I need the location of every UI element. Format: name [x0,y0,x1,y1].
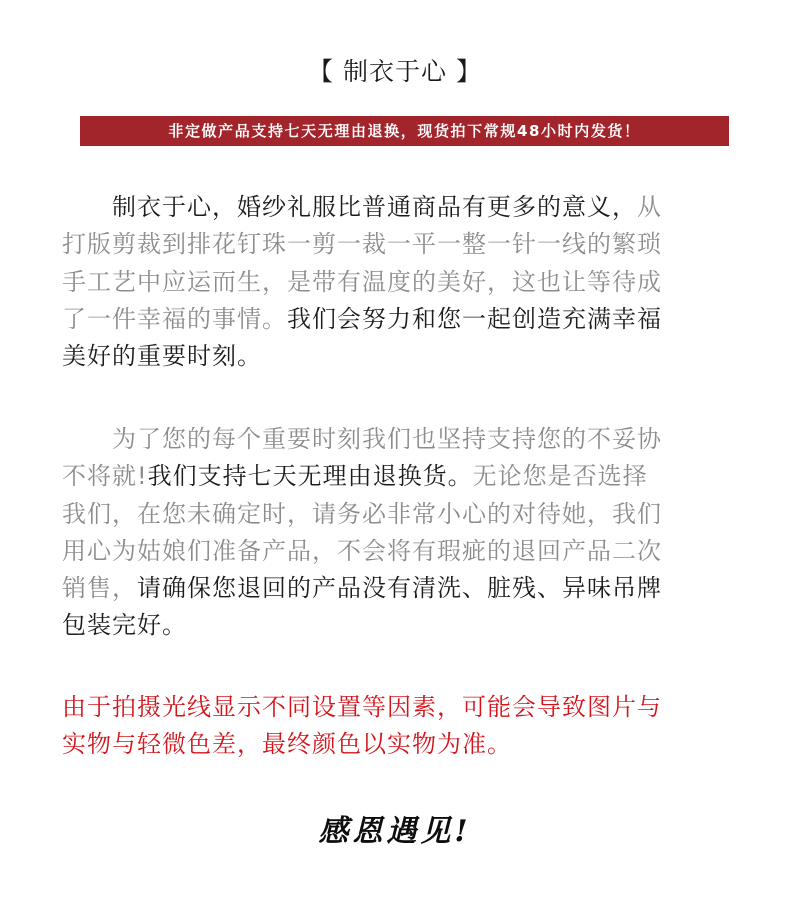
text-segment: 我们会努力和您一起创造充满幸福 [287,304,662,333]
text-segment: 了一件幸福的事情。 [62,304,287,333]
paragraph-line [62,301,722,338]
paragraph-line [62,496,722,533]
paragraph-line [62,533,722,570]
text-segment: 我们支持七天无理由退换货。 [147,462,473,491]
thank-you-signature: 感恩遇见! [318,814,472,849]
text-segment: 手工艺中应运而生，是带有温度的美好，这也让等待成 [62,267,662,296]
return-policy-paragraph [62,421,722,645]
color-disclaimer-paragraph [62,689,722,764]
paragraph-line [62,570,722,607]
paragraph-line [62,458,722,495]
text-segment: 制衣于心，婚纱礼服比普通商品有更多的意义， [112,193,637,221]
text-segment: 由于拍摄光线显示不同设置等因素，可能会导致图片与 [62,693,662,721]
paragraph-line [62,264,722,301]
paragraph-line [62,421,722,458]
page-title: 【 制衣于心 】 [308,57,482,86]
policy-banner: 非定做产品支持七天无理由退换，现货拍下常规48小时内发货！ [80,116,729,146]
text-segment: 用心为姑娘们准备产品，不会将有瑕疵的退回产品二次 [62,536,662,565]
text-segment: 包装完好。 [62,611,187,640]
text-segment: 美好的重要时刻。 [62,342,262,371]
text-segment: 无论您是否选择 [472,462,648,491]
paragraph-line [62,226,722,263]
paragraph-line [62,607,722,644]
text-segment: 我们，在您未确定时，请务必非常小心的对待她，我们 [62,499,662,528]
paragraph-line [62,689,722,726]
paragraph-line [62,338,722,375]
brand-paragraph [62,189,722,375]
text-segment: 为了您的每个重要时刻我们也坚持支持您的不妥协 [112,425,662,453]
text-segment: 请确保您退回的产品没有清洗、脏残、异味吊牌 [137,574,662,603]
text-segment: 打版剪裁到排花钉珠一剪一裁一平一整一针一线的繁琐 [62,230,662,259]
text-segment: 销售， [62,574,137,603]
text-segment: 从 [637,193,662,221]
text-segment: 不将就! [62,462,148,491]
text-segment: 实物与轻微色差，最终颜色以实物为准。 [62,730,512,759]
paragraph-line [62,726,722,763]
paragraph-line [62,189,722,226]
